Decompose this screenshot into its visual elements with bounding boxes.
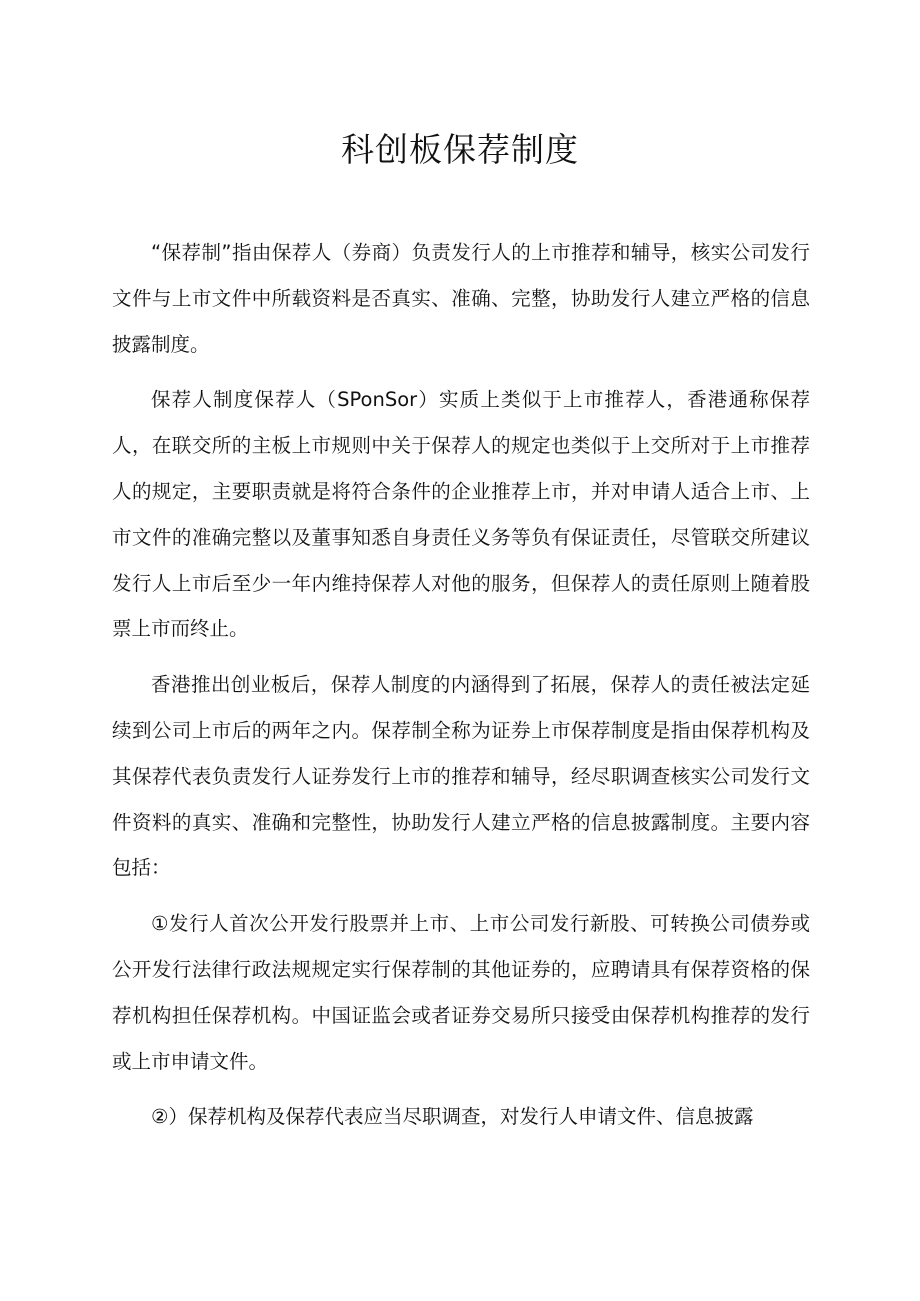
- paragraph-3: 香港推出创业板后，保荐人制度的内涵得到了拓展，保荐人的责任被法定延续到公司上市后的两年之内。保荐制全称为证券上市保荐制度是指由保荐机构及其保荐代表负责发行人证券发行上市的推荐和辅导，经尽职调查核实公司发行文件资料的真实、准确和完整性，协助发行人建立严格的信息披露制度。主要内容包括：: [112, 673, 810, 880]
- document-body: [112, 230, 810, 1150]
- paragraph-1: “保荐制”指由保荐人（券商）负责发行人的上市推荐和辅导，核实公司发行文件与上市文件中所载资料是否真实、准确、完整，协助发行人建立严格的信息披露制度。: [112, 241, 810, 356]
- paragraph-5: ②）保荐机构及保荐代表应当尽职调查，对发行人申请文件、信息披露: [151, 1105, 754, 1129]
- paragraph-4: ①发行人首次公开发行股票并上市、上市公司发行新股、可转换公司债券或公开发行法律行政法规规定实行保荐制的其他证券的，应聘请具有保荐资格的保荐机构担任保荐机构。中国证监会或者证券交易所只接受由保荐机构推荐的发行或上市申请文件。: [112, 912, 810, 1073]
- paragraph-2: 保荐人制度保荐人（SPonSor）实质上类似于上市推荐人，香港通称保荐人，在联交所的主板上市规则中关于保荐人的规定也类似于上交所对于上市推荐人的规定，主要职责就是将符合条件的企业推荐上市，并对申请人适合上市、上市文件的准确完整以及董事知悉自身责任义务等负有保证责任，尽管联交所建议发行人上市后至少一年内维持保荐人对他的服务，但保荐人的责任原则上随着股票上市而终止。: [112, 388, 810, 641]
- page-title: 科创板保荐制度: [341, 130, 579, 169]
